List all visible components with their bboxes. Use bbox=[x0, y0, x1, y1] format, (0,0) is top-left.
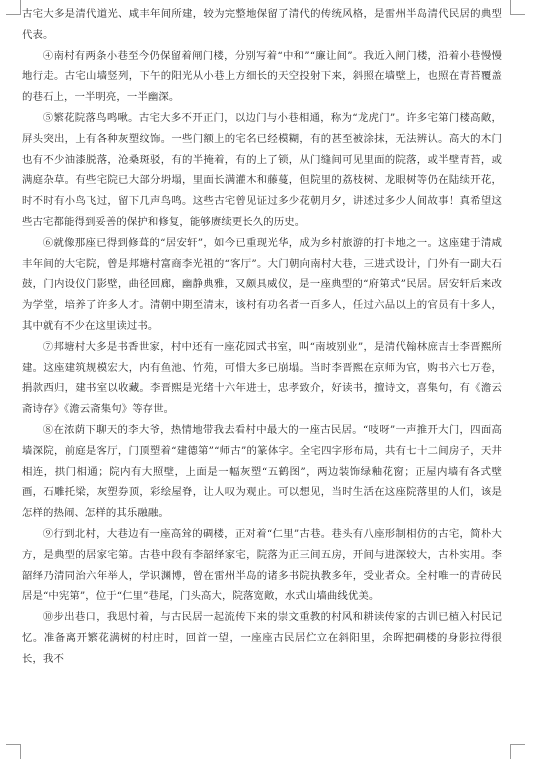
crop-mark-bottom-left bbox=[6, 744, 21, 759]
crop-mark-bottom-right bbox=[510, 744, 525, 759]
paragraph-6: ⑥就像那座已得到修葺的“居安轩”，如今已重现光华，成为乡村旅游的打卡地之一。这座建于清咸丰年间的大宅院，曾是邦塘村富商李光祖的“客厅”。大门朝向南村大巷，三进式设计，门外有一副大石鼓，门内设仪门影壁，曲径回廊，幽静典雅，又颇具威仪，是一座典型的“府第式”民居。居安轩后来改为学堂，培养了许多人才。清朝中期至清末，该村有功名者一百多人，任过六品以上的官员有十多人，其中就有不少在这里读过书。 bbox=[22, 236, 502, 332]
crop-mark-top-left bbox=[6, 0, 21, 15]
paragraph-7: ⑦邦塘村大多是书香世家，村中还有一座花园式书室，叫“南坡别业”，是清代翰林庶吉士李晋熙所建。这座建筑规模宏大，内有鱼池、竹苑，可惜大多已崩塌。当时李晋熙在京师为官，购书六七万卷，捐款西归，建书室以收藏。李晋熙是光绪十六年进士，忠孝致介，好读书，擅诗文，喜集句，有《澹云斋诗存》《澹云斋集句》等存世。 bbox=[22, 340, 502, 416]
paragraph-8: ⑧在浓荫下聊天的李大爷，热情地带我去看村中最大的一座古民居。“吱呀”一声推开大门，四面高墙深院，前庭是客厅，门顶塑着“建德第”“师古”的篆体字。全宅四字形布局，共有七十二间房子，天井相连，拱门相通；院内有大照壁，上面是一幅灰塑“五鹤图”，两边装饰绿釉花窗；正屋内墙有各式壁画，石雕托梁，灰塑券顶，彩绘屋脊，让人叹为观止。可以想见，当时生活在这座院落里的人们，该是怎样的热闹、怎样的其乐融融。 bbox=[22, 423, 502, 520]
paragraph-continued: 古宅大多是清代道光、咸丰年间所建，较为完整地保留了清代的传统风格，是雷州半岛清代民居的典型代表。 bbox=[22, 8, 502, 41]
paragraph-10: ⑩步出巷口，我思忖着，与古民居一起流传下来的崇文重教的村风和耕读传家的古训已植入村民记忆。准备离开繁花满树的村庄时，回首一望，一座座古民居伫立在斜阳里，余晖把碉楼的身影拉得很长，我不 bbox=[22, 611, 502, 665]
paragraph-5: ⑤繁花院落鸟鸣啾。古宅大多不开正门，以边门与小巷相通，称为“龙虎门”。许多宅第门楼高敞，屏头突出，上有各种灰塑纹饰。一些门额上的宅名已经模糊，有的甚至被涂抹，无法辨认。高大的木门也有不少油漆脱落，沧桑斑驳，有的半掩着，有的上了锁，从门缝间可见里面的院落，或半壁青苔，或满庭杂草。有些宅院已大部分坍塌，里面长满灌木和藤蔓，但院里的荔枝树、龙眼树等仍在陆续开花，时不时有小鸟飞过，留下几声鸟鸣。这些古宅曾见证过多少花朝月夕，讲述过多少人间故事！真希望这些古宅都能得到妥善的保护和修复，能够赓续更长久的历史。 bbox=[22, 111, 502, 228]
paragraph-9: ⑨行到北村，大巷边有一座高耸的碉楼，正对着“仁里”古巷。巷头有八座形制相仿的古宅，简朴大方，是典型的居家宅第。古巷中段有李韶绎家宅，院落为正三间五房，开间与进深较大，古朴实用。李韶绎乃清同治六年举人，学识渊博，曾在雷州半岛的诸多书院执教多年，受业者众。全村唯一的青砖民居是“中宪第”，位于“仁里”巷尾，门头高大，院落宽敞，水式山墙曲线优美。 bbox=[22, 527, 502, 603]
paragraph-4: ④南村有两条小巷至今仍保留着闸门楼，分别写着“中和”“廉让间”。我近入闸门楼，沿着小巷慢慢地行走。古宅山墙竖列，下午的阳光从小巷上方细长的天空投射下来，斜照在墙壁上，也照在青苔覆盖的巷石上，一半明亮，一半幽深。 bbox=[22, 49, 502, 104]
crop-mark-top-right bbox=[510, 0, 525, 15]
